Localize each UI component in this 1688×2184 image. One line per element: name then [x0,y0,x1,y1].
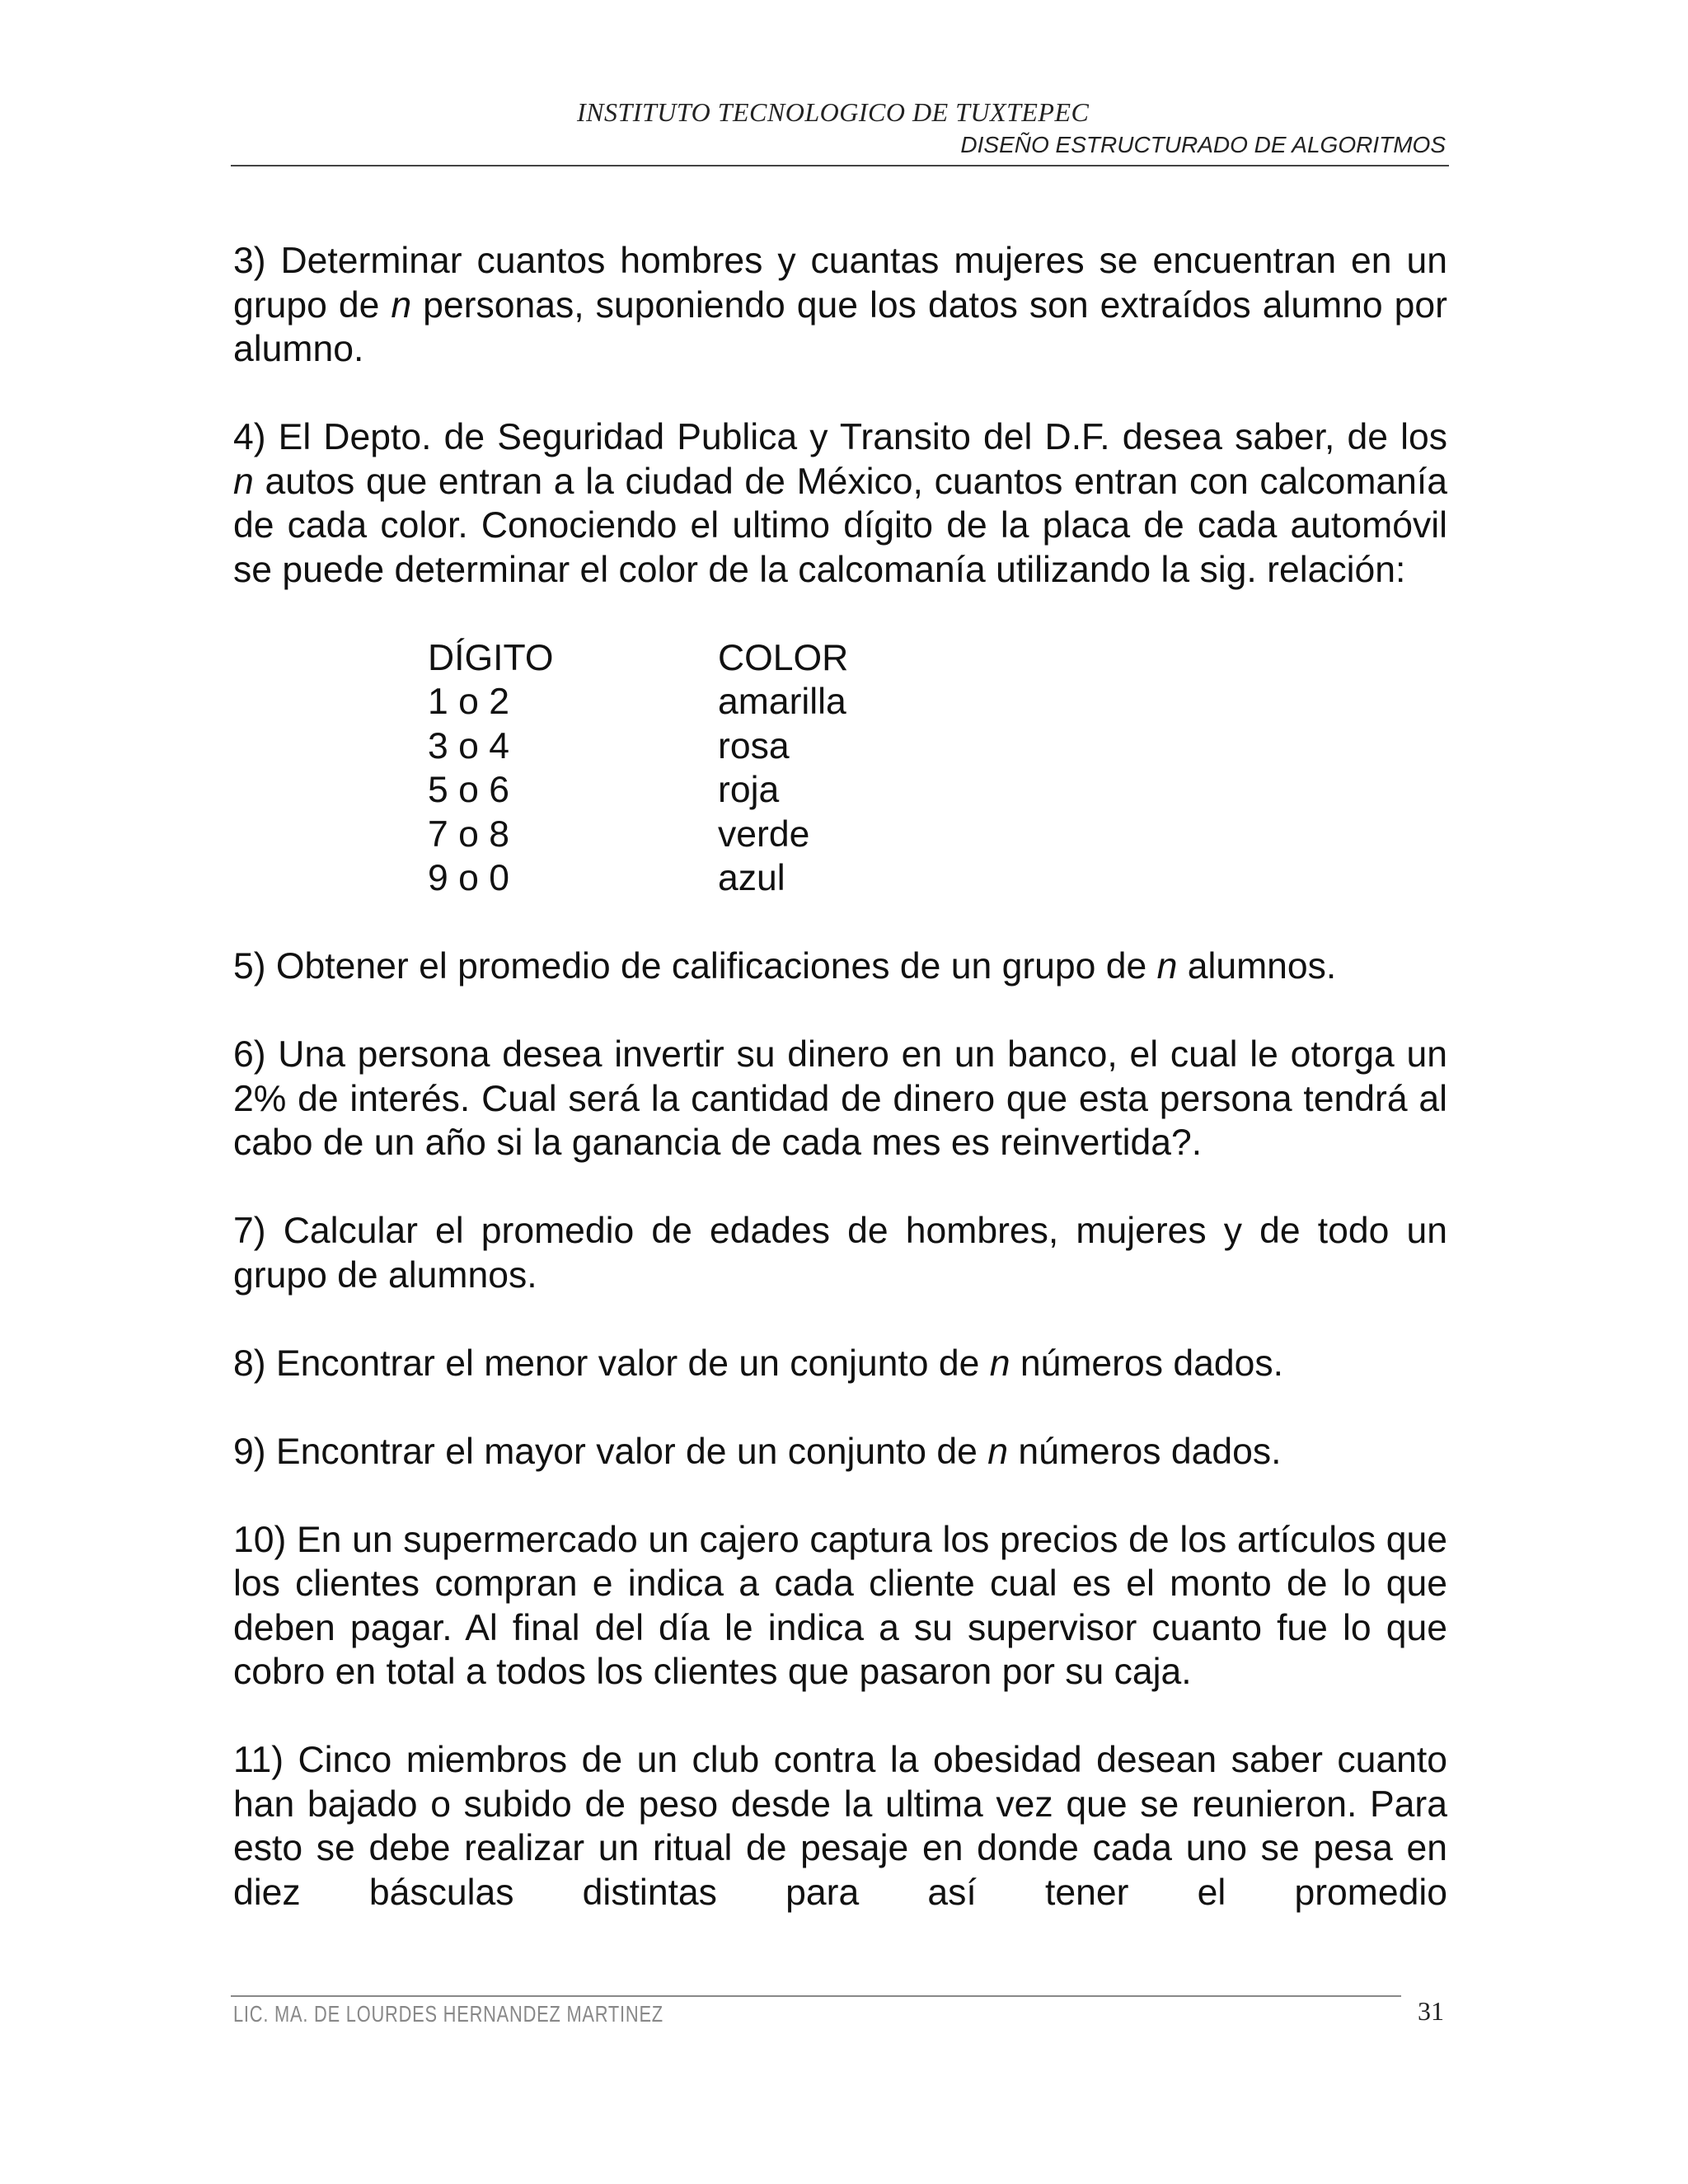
variable-n: n [233,461,254,502]
header-course: DISEÑO ESTRUCTURADO DE ALGORITMOS [960,132,1446,157]
problem-11: 11) Cinco miembros de un club contra la obesidad desean saber cuanto han bajado o subido de peso desde la ultima vez que se reunieron. Para esto se debe realizar un ritual de pesaje en donde cada uno se pesa en diez básculas distintas para así tener el promedio [233,1740,1447,1913]
table-row [428,856,848,901]
problem-5: 5) Obtener el promedio de calificaciones de un grupo de n alumnos. [233,946,1337,987]
table-cell-color: azul [718,858,785,898]
table-cell-digit: 7 o 8 [428,813,509,855]
problem-3: 3) Determinar cuantos hombres y cuantas mujeres se encuentran en un grupo de n personas, suponiendo que los datos son extraídos alumno por alumno. [233,241,1447,369]
table-cell-color: verde [718,813,810,855]
problem-4: 4) El Depto. de Seguridad Publica y Transito del D.F. desea saber, de los n autos que entran a la ciudad de México, cuantos entran con calcomanía de cada color. Conociendo el ultimo dígito de la placa de cada automóvil se puede determinar el color de la calcomanía utilizando la sig. relación: [233,417,1447,590]
table-row [428,680,848,724]
table-cell-digit: 1 o 2 [428,682,509,722]
document-body [233,239,1447,1959]
table-cell-color: rosa [718,725,790,766]
table-header-row [428,636,848,681]
problem-6: 6) Una persona desea invertir su dinero en un banco, el cual le otorga un 2% de interés. Cual será la cantidad de dinero que esta persona tendrá al cabo de un año si la ganancia de cada mes es reinvertida?. [233,1034,1447,1163]
problem-9: 9) Encontrar el mayor valor de un conjunto de n números dados. [233,1431,1282,1472]
header-institution: INSTITUTO TECNOLOGICO DE TUXTEPEC [577,97,1090,127]
variable-n: n [987,1431,1008,1472]
table-row [428,724,848,769]
page-number: 31 [1418,1996,1444,2026]
table-row [428,813,848,857]
variable-n: n [989,1343,1010,1384]
digit-color-table [428,636,848,901]
problem-10: 10) En un supermercado un cajero captura los precios de los artículos que los clientes compran e indica a cada cliente cual es el monto de lo que deben pagar. Al final del día le indica a su supervisor cuanto fue lo que cobro en total a todos los clientes que pasaron por su caja. [233,1519,1447,1692]
table-cell-color: amarilla [718,682,846,722]
table-header-digit: DÍGITO [428,637,554,678]
table-cell-digit: 9 o 0 [428,858,509,898]
problem-7: 7) Calcular el promedio de edades de hombres, mujeres y de todo un grupo de alumnos. [233,1211,1447,1296]
table-cell-color: roja [718,770,780,810]
variable-n: n [391,284,412,326]
footer-author: LIC. MA. DE LOURDES HERNANDEZ MARTINEZ [233,2001,663,2027]
variable-n: n [1156,946,1178,987]
header-rule [231,165,1449,166]
table-cell-digit: 5 o 6 [428,770,509,810]
table-header-color: COLOR [718,637,849,678]
table-cell-digit: 3 o 4 [428,725,509,766]
table-row [428,768,848,813]
problem-8: 8) Encontrar el menor valor de un conjunto de n números dados. [233,1343,1283,1384]
footer-rule [231,1995,1401,1997]
